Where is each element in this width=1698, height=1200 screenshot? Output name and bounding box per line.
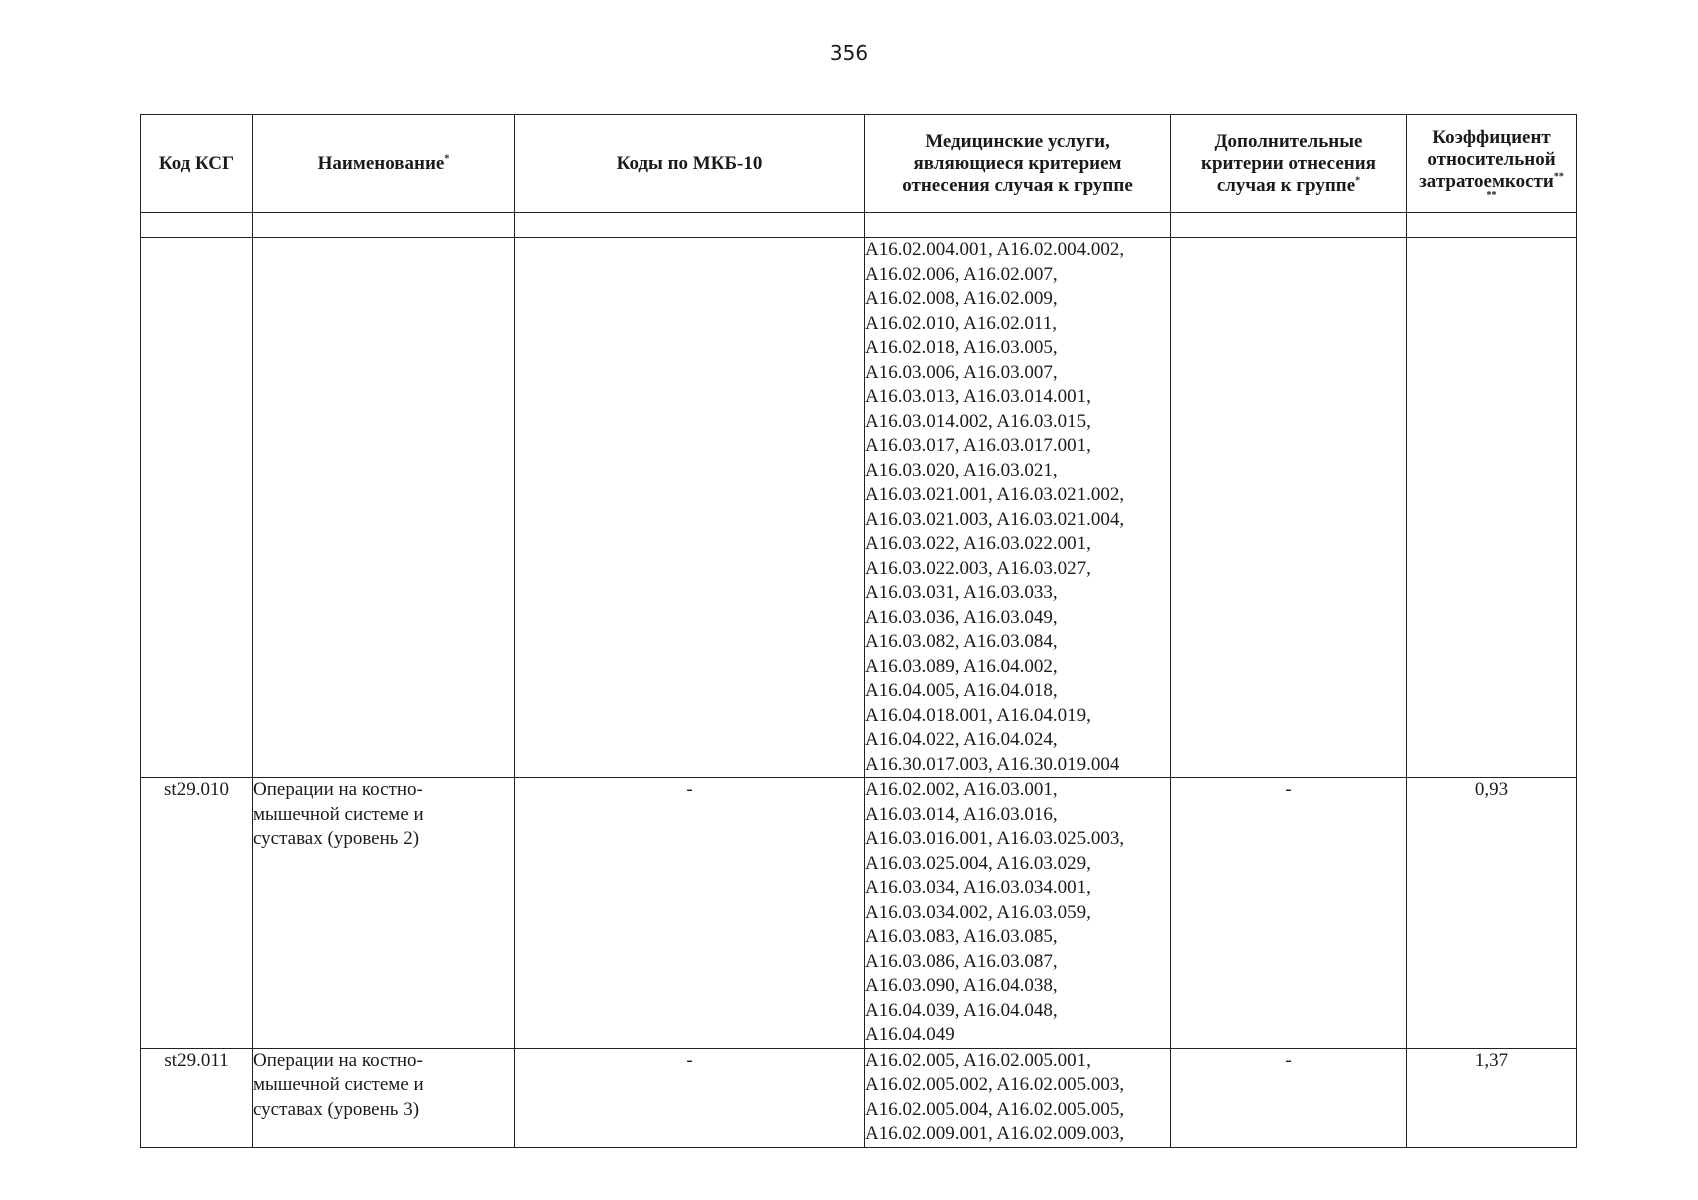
ksg-code-cell: st29.010 (141, 778, 253, 1049)
extra-criteria-cell: - (1171, 778, 1407, 1049)
service-codes-line: A16.03.021.001, A16.03.021.002, (865, 484, 1125, 505)
header-name-label: Наименование (317, 152, 445, 174)
service-codes-line: A16.02.009.001, A16.02.009.003, (865, 1123, 1125, 1144)
header-coef-line: относительной (1427, 149, 1556, 170)
medical-services-cell (865, 778, 1171, 1049)
header-icd (515, 115, 865, 213)
service-codes-line: A16.03.017, A16.03.017.001, (865, 435, 1091, 456)
header-coef-footnote-mark-below: ** (1486, 190, 1497, 201)
ksg-code-cell (141, 238, 253, 778)
header-coef (1407, 115, 1577, 213)
service-codes-line: A16.03.034.002, A16.03.059, (865, 901, 1091, 923)
table-header-row (141, 115, 1577, 213)
header-coef-footnote-mark: ** (1553, 171, 1564, 183)
service-codes-line: A16.03.013, A16.03.014.001, (865, 386, 1091, 407)
extra-criteria-cell: - (1171, 1048, 1407, 1147)
header-extra-line: Дополнительные (1214, 130, 1363, 152)
icd-codes-cell (515, 238, 865, 778)
header-name (253, 115, 515, 213)
header-code-label: Код КСГ (158, 152, 235, 174)
service-codes-line: A16.04.005, A16.04.018, (865, 680, 1058, 701)
page-number: 356 (829, 41, 869, 65)
header-coef-line: Коэффициент (1432, 127, 1551, 148)
icd-codes-cell: - (515, 1048, 865, 1147)
service-codes-line: A16.04.022, A16.04.024, (865, 729, 1058, 750)
table-body (141, 238, 1577, 1148)
service-codes-line: A16.02.002, A16.03.001, (865, 779, 1058, 800)
header-services-line: Медицинские услуги, (925, 130, 1110, 152)
ksg-name-cell (253, 1048, 515, 1147)
service-codes-line: A16.30.017.003, A16.30.019.004 (865, 753, 1120, 775)
ksg-name-line: суставах (уровень 3) (253, 1098, 420, 1120)
service-codes-line: A16.03.022.003, A16.03.027, (865, 557, 1091, 579)
header-coef-line: затратоемкости (1419, 171, 1554, 192)
service-codes-line: A16.02.005, A16.02.005.001, (865, 1049, 1091, 1071)
service-codes-line: A16.03.014, A16.03.016, (865, 803, 1058, 825)
service-codes-line: A16.03.022, A16.03.022.001, (865, 533, 1091, 554)
ksg-name-line: суставах (уровень 2) (253, 828, 420, 849)
service-codes-line: A16.03.020, A16.03.021, (865, 459, 1058, 481)
header-services (865, 115, 1171, 213)
header-services-line: отнесения случая к группе (902, 174, 1133, 196)
service-codes-line: A16.04.039, A16.04.048, (865, 999, 1058, 1021)
header-extra-line: случая к группе (1216, 174, 1356, 196)
table-spacer-row (141, 213, 1577, 238)
service-codes-line: A16.02.010, A16.02.011, (865, 312, 1057, 334)
service-codes-line: A16.02.006, A16.02.007, (865, 263, 1058, 285)
service-codes-line: A16.03.083, A16.03.085, (865, 926, 1058, 947)
header-extra-footnote-mark: * (1355, 175, 1361, 187)
ksg-name-line: Операции на костно- (253, 779, 423, 800)
ksg-name-cell (253, 778, 515, 1049)
ksg-name-cell (253, 238, 515, 778)
table-row (141, 238, 1577, 778)
icd-codes-cell: - (515, 778, 865, 1049)
header-icd-label: Коды по МКБ-10 (616, 152, 763, 174)
header-name-footnote-mark: * (444, 153, 450, 165)
table-row (141, 778, 1577, 1049)
service-codes-line: A16.03.006, A16.03.007, (865, 361, 1058, 383)
table-row (141, 1048, 1577, 1147)
service-codes-line: A16.02.005.002, A16.02.005.003, (865, 1074, 1125, 1095)
medical-services-cell (865, 1048, 1171, 1147)
header-extra (1171, 115, 1407, 213)
header-extra-line: критерии отнесения (1201, 152, 1376, 174)
service-codes-line: A16.03.021.003, A16.03.021.004, (865, 508, 1125, 530)
coefficient-cell: 1,37 (1407, 1048, 1577, 1147)
extra-criteria-cell (1171, 238, 1407, 778)
service-codes-line: A16.03.025.004, A16.03.029, (865, 852, 1091, 874)
service-codes-line: A16.03.089, A16.04.002, (865, 655, 1058, 677)
service-codes-line: A16.03.016.001, A16.03.025.003, (865, 828, 1125, 849)
header-code (141, 115, 253, 213)
medical-services-cell (865, 238, 1171, 778)
service-codes-line: A16.04.018.001, A16.04.019, (865, 704, 1091, 726)
service-codes-line: A16.02.008, A16.02.009, (865, 288, 1058, 309)
ksg-table (140, 114, 1577, 1148)
service-codes-line: A16.02.018, A16.03.005, (865, 337, 1058, 358)
service-codes-line: A16.03.086, A16.03.087, (865, 950, 1058, 972)
coefficient-cell (1407, 238, 1577, 778)
service-codes-line: A16.02.004.001, A16.02.004.002, (865, 239, 1125, 260)
service-codes-line: A16.02.005.004, A16.02.005.005, (865, 1098, 1125, 1120)
service-codes-line: A16.03.036, A16.03.049, (865, 606, 1058, 628)
header-services-line: являющиеся критерием (913, 152, 1122, 174)
ksg-name-line: мышечной системе и (253, 1074, 424, 1095)
service-codes-line: A16.03.034, A16.03.034.001, (865, 877, 1091, 898)
ksg-name-line: мышечной системе и (253, 803, 424, 825)
service-codes-line: A16.03.082, A16.03.084, (865, 631, 1058, 652)
coefficient-cell: 0,93 (1407, 778, 1577, 1049)
service-codes-line: A16.03.090, A16.04.038, (865, 975, 1058, 996)
service-codes-line: A16.03.031, A16.03.033, (865, 582, 1058, 603)
service-codes-line: A16.03.014.002, A16.03.015, (865, 410, 1091, 432)
ksg-code-cell: st29.011 (141, 1048, 253, 1147)
service-codes-line: A16.04.049 (865, 1024, 955, 1045)
ksg-name-line: Операции на костно- (253, 1049, 423, 1071)
